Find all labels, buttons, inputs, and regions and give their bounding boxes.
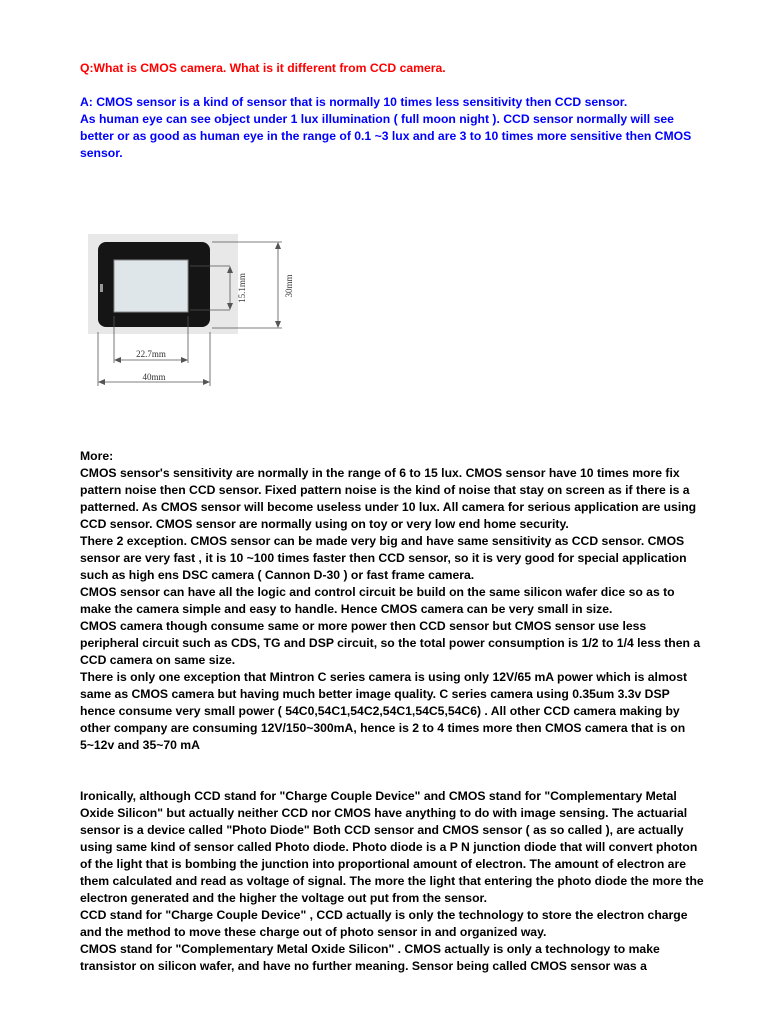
body-line: using same kind of sensor called Photo diode. Photo diode is a P N junction diode that will convert photon (80, 840, 698, 854)
body-line: peripheral circuit such as CDS, TG and DSP circuit, so the total power consumption is 1/2 to 1/4 less then a (80, 636, 701, 650)
body-line: Ironically, although CCD stand for "Charge Couple Device" and CMOS stand for "Complementary Metal (80, 789, 677, 803)
body-line: CMOS sensor's sensitivity are normally in the range of 6 to 15 lux. CMOS sensor have 10 times more fix (80, 466, 680, 480)
body-line: same as CMOS camera but having much better image quality. C series camera using 0.35um 3.3v DSP (80, 687, 670, 701)
answer-line: sensor. (80, 146, 123, 160)
answer-line: As human eye can see object under 1 lux illumination ( full moon night ). CCD sensor normally will see (80, 112, 674, 126)
answer-block (80, 94, 730, 162)
body-line: CCD camera on same size. (80, 653, 236, 667)
more-section (80, 448, 740, 975)
body-line: of the light that is bombing the junction into proportional amount of electron. The amount of electron are (80, 857, 686, 871)
body-line: hence consume very small power ( 54C0,54C1,54C2,54C1,54C5,54C6) . All other CCD camera making by (80, 704, 680, 718)
body-line: sensor is a device called "Photo Diode" Both CCD sensor and CMOS sensor ( as so called ), are actually (80, 823, 684, 837)
body-line: There is only one exception that Mintron C series camera is using only 12V/65 mA power which is almost (80, 670, 688, 684)
dim-width-outer-label: 40mm (142, 372, 166, 382)
answer-line: A: CMOS sensor is a kind of sensor that is normally 10 times less sensitivity then CCD sensor. (80, 95, 628, 109)
dim-height-inner-label: 15.1mm (237, 273, 247, 303)
dim-height-outer-label: 30mm (284, 274, 294, 298)
body-line: patterned. As CMOS sensor will become useless under 10 lux. All camera for serious application are using (80, 500, 697, 514)
body-line: such as high ens DSC camera ( Cannon D-30 ) or fast frame camera. (80, 568, 475, 582)
body-line: 5~12v and 35~70 mA (80, 738, 200, 752)
sensor-active-area (114, 260, 188, 312)
body-line: CMOS stand for "Complementary Metal Oxide Silicon" . CMOS actually is only a technology to make (80, 942, 660, 956)
body-line: CMOS sensor can have all the logic and control circuit be build on the same silicon wafer dice so as to (80, 585, 675, 599)
body-line: and the method to move these charge out of photo sensor in and organized way. (80, 925, 547, 939)
body-line: CCD stand for "Charge Couple Device" , CCD actually is only the technology to store the electron charge (80, 908, 688, 922)
document-page (80, 60, 730, 162)
sensor-drawing (80, 228, 320, 398)
body-line: There 2 exception. CMOS sensor can be made very big and have same sensitivity as CCD sensor. CMOS (80, 534, 685, 548)
body-line: transistor on silicon wafer, and have no further meaning. Sensor being called CMOS sensor was a (80, 959, 647, 973)
question-heading: Q:What is CMOS camera. What is it different from CCD camera. (80, 61, 446, 75)
ccd-sensor-dimension-figure (80, 228, 320, 398)
body-line: Oxide Silicon" but actually neither CCD nor CMOS have anything to do with image sensing. The actuarial (80, 806, 688, 820)
body-line: other company are consuming 12V/150~300mA, hence is 2 to 4 times more then CMOS camera that is on (80, 721, 686, 735)
body-line: sensor are very fast , it is 10 ~100 times faster then CCD sensor, so it is very good for special application (80, 551, 687, 565)
dim-width-inner-label: 22.7mm (136, 349, 166, 359)
more-heading: More: (80, 449, 114, 463)
sensor-pin (100, 284, 103, 292)
answer-line: better or as good as human eye in the range of 0.1 ~3 lux and are 3 to 10 times more sensitive then CMOS (80, 129, 692, 143)
body-line: them calculated and read as voltage of signal. The more the light that entering the photo diode the more the (80, 874, 704, 888)
body-line: make the camera simple and easy to handle. Hence CMOS camera can be very small in size. (80, 602, 613, 616)
body-line: pattern noise then CCD sensor. Fixed pattern noise is the kind of noise that stay on screen as if there is a (80, 483, 690, 497)
body-line: electron generated and the higher the voltage out put from the sensor. (80, 891, 487, 905)
body-line: CCD sensor. CMOS sensor are normally using on toy or very low end home security. (80, 517, 569, 531)
body-line: CMOS camera though consume same or more power then CCD sensor but CMOS sensor use less (80, 619, 647, 633)
